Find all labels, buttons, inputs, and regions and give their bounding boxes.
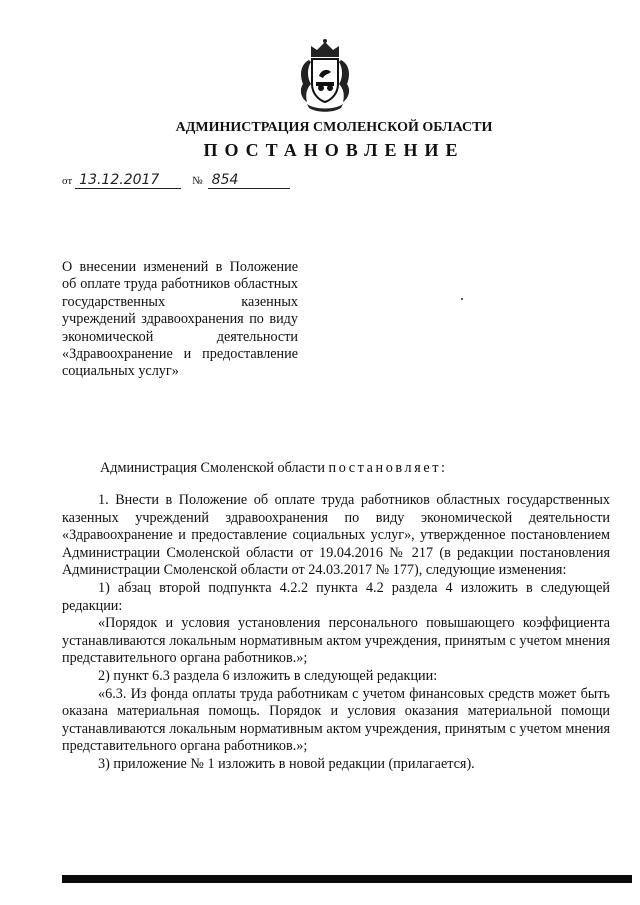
- decree-prefix: Администрация Смоленской области: [100, 460, 325, 476]
- paragraph-1: 1. Внести в Положение об оплате труда работников областных государственных казенных учреждений здравоохранения по виду экономической деятельности «Здравоохранение и предоставление социальных услуг», утвержденное постановлением Администрации Смоленской области от 19.04.2016 № 217 (в редакции постановления Администрации Смоленской области от 24.03.2017 № 177), следующие изменения:: [62, 492, 610, 579]
- date-number-line: [62, 172, 290, 189]
- number-label: №: [192, 175, 203, 187]
- paragraph-5: «6.3. Из фонда оплаты труда работникам с учетом финансовых средств может быть оказана материальная помощь. Порядок и условия оказания материальной помощи устанавливаются локальным нормативным актом учреждения, принятым с учетом мнения представительного органа работников.»;: [62, 685, 610, 755]
- organization-title: АДМИНИСТРАЦИЯ СМОЛЕНСКОЙ ОБЛАСТИ: [175, 120, 493, 135]
- document-type-title: ПОСТАНОВЛЕНИЕ: [203, 140, 465, 160]
- number-value: 854: [208, 172, 290, 189]
- scan-speck: [461, 298, 463, 300]
- coat-of-arms-emblem: [297, 38, 353, 114]
- page-bottom-rule: [62, 875, 632, 883]
- date-value: 13.12.2017: [75, 172, 181, 189]
- paragraph-2: 1) абзац второй подпункта 4.2.2 пункта 4.2 раздела 4 изложить в следующей редакции:: [62, 579, 610, 614]
- decree-verb: постановляет:: [328, 460, 448, 476]
- date-label: от: [62, 175, 73, 187]
- paragraph-4: 2) пункт 6.3 раздела 6 изложить в следующей редакции:: [98, 667, 438, 684]
- document-subject: О внесении изменений в Положение об оплате труда работников областных государственных казенных учреждений здравоохранения по виду экономической деятельности «Здравоохранение и предоставление социальных услуг»: [62, 259, 298, 380]
- document-body: [62, 492, 610, 774]
- paragraph-3: «Порядок и условия установления персонального повышающего коэффициента устанавливаются локальным нормативным актом учреждения, принятым с учетом мнения представительного органа работников.»;: [62, 615, 610, 667]
- decree-line: [100, 460, 448, 477]
- paragraph-6: 3) приложение № 1 изложить в новой редакции (прилагается).: [98, 755, 475, 772]
